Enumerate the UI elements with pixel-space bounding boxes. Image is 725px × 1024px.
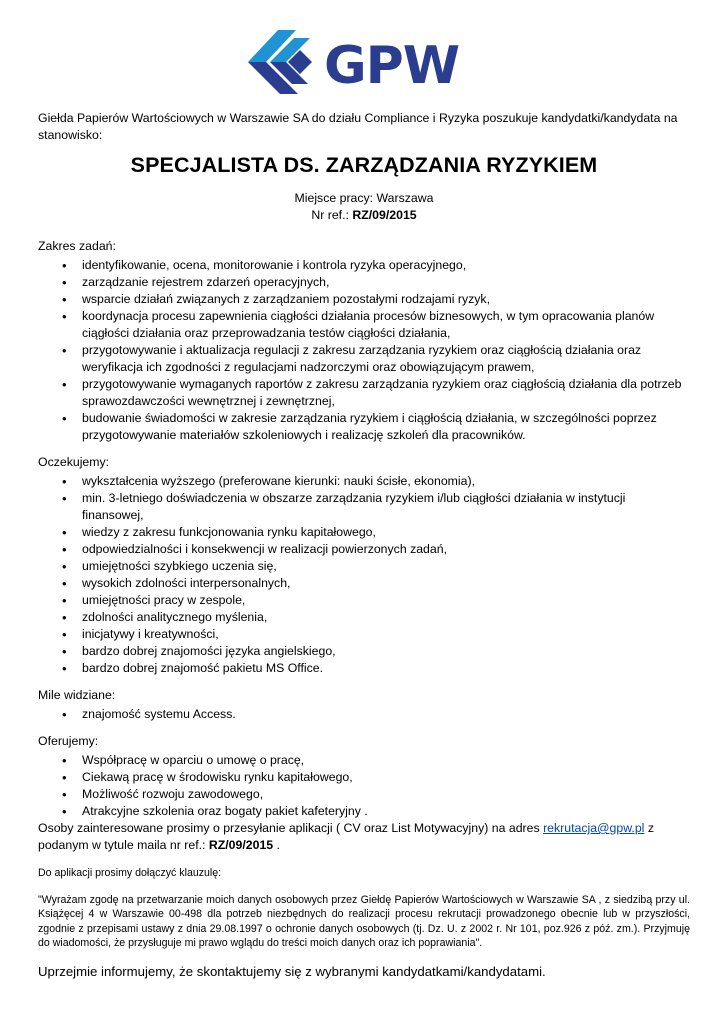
expect-heading: Oczekujemy: [38, 455, 110, 469]
list-item: • wiedzy z zakresu funkcjonowania rynku kapitałowego, [82, 524, 690, 541]
list-item: • przygotowywanie i aktualizacja regulacji z zakresu zarządzania ryzykiem oraz ciągłością działania oraz weryfikacja ich zgodności z regulacjami nadzorczymi oraz obowiązującym prawem, [82, 342, 690, 376]
list-item: • identyfikowanie, ocena, monitorowanie i kontrola ryzyka operacyjnego, [82, 257, 690, 274]
location: Miejsce pracy: Warszawa [294, 191, 434, 205]
intro-text: Giełda Papierów Wartościowych w Warszawie SA do działu Compliance i Ryzyka poszukuje kandydatki/kandydata na stanowisko: [38, 111, 678, 142]
closing-note: Uprzejmie informujemy, że skontaktujemy się z wybranymi kandydatkami/kandydatami. [38, 963, 546, 979]
list-item: • umiejętności szybkiego uczenia się, [82, 558, 690, 575]
consent-clause: "Wyrażam zgodę na przetwarzanie moich danych osobowych przez Giełdę Papierów Wartościowych w Warszawie SA , z siedzibą przy ul. Książęcej 4 w Warszawie 00-498 dla potrzeb niezbędnych do realizacji procesu rekrutacji prowadzonego obecnie lub w przyszłości, zgodnie z przepisami ustawy z dnia 29.08.1997 o ochronie danych osobowych (tj. Dz. U. z 2002 r. Nr 101, poz.926 z póź. zm.). Przyjmuję do wiadomości, że przysługuje mi prawo wglądu do treści moich danych oraz ich poprawiania". [38, 893, 690, 949]
list-item: • inicjatywy i kreatywności, [82, 626, 690, 643]
list-item: • znajomość systemu Access. [82, 706, 690, 723]
list-item: • koordynacja procesu zapewnienia ciągłości działania procesów biznesowych, w tym opracowania planów ciągłości działania oraz przeprowadzania testów ciągłości działania, [82, 308, 690, 342]
reference-value: RZ/09/2015 [352, 208, 417, 222]
list-item: • umiejętności pracy w zespole, [82, 592, 690, 609]
list-item: • wykształcenia wyższego (preferowane kierunki: nauki ścisłe, ekonomia), [82, 473, 690, 490]
apply-text-after: z podanym w tytule maila nr ref.: [38, 821, 654, 852]
reference-number [38, 207, 690, 224]
clause-intro: Do aplikacji prosimy dołączyć klauzulę: [38, 867, 222, 879]
list-item: • wsparcie działań związanych z zarządzaniem pozostałymi rodzajami ryzyk, [82, 291, 690, 308]
list-item: • budowanie świadomości w zakresie zarządzania ryzykiem i ciągłością działania, w szczególności poprzez przygotowywanie materiałów szkoleniowych i realizację szkoleń dla pracowników. [82, 410, 690, 444]
apply-reference: RZ/09/2015 [208, 838, 274, 852]
list-item: • wysokich zdolności interpersonalnych, [82, 575, 690, 592]
apply-end: . [273, 838, 280, 852]
apply-instructions [38, 820, 690, 854]
list-item: • zdolności analitycznego myślenia, [82, 609, 690, 626]
gpw-logo-mark [248, 30, 312, 94]
list-item: • odpowiedzialności i konsekwencji w realizacji powierzonych zadań, [82, 541, 690, 558]
list-item: • bardzo dobrej znajomości języka angielskiego, [82, 643, 690, 660]
welcome-list [38, 706, 690, 723]
list-item: • min. 3-letniego doświadczenia w obszarze zarządzania ryzykiem i/lub ciągłości działania w instytucji finansowej, [82, 490, 690, 524]
list-item: • Współpracę w oparciu o umowę o pracę, [82, 752, 690, 769]
list-item: • bardzo dobrej znajomość pakietu MS Office. [82, 660, 690, 677]
job-title: SPECJALISTA DS. ZARZĄDZANIA RYZYKIEM [130, 153, 598, 177]
gpw-logo-text: GPW [324, 36, 460, 96]
welcome-heading: Mile widziane: [38, 688, 116, 702]
tasks-heading: Zakres zadań: [38, 239, 116, 253]
expect-list [38, 473, 690, 677]
tasks-list [38, 257, 690, 444]
list-item: • Możliwość rozwoju zawodowego, [82, 786, 690, 803]
list-item: • Atrakcyjne szkolenia oraz bogaty pakiet kafeteryjny . [82, 803, 690, 820]
offer-heading: Oferujemy: [38, 734, 99, 748]
apply-text: Osoby zainteresowane prosimy o przesyłanie aplikacji ( CV oraz List Motywacyjny) na adres [38, 821, 544, 835]
offer-list [38, 752, 690, 820]
list-item: • przygotowywanie wymaganych raportów z zakresu zarządzania ryzykiem oraz ciągłością działania dla potrzeb sprawozdawczości wewnętrznej i zewnętrznej, [82, 376, 690, 410]
list-item: • Ciekawą pracę w środowisku rynku kapitałowego, [82, 769, 690, 786]
job-offer-content [38, 110, 690, 980]
reference-label: Nr ref.: [311, 208, 353, 222]
list-item: • zarządzanie rejestrem zdarzeń operacyjnych, [82, 274, 690, 291]
gpw-logo [246, 26, 478, 96]
email-link[interactable]: rekrutacja@gpw.pl [543, 821, 645, 835]
